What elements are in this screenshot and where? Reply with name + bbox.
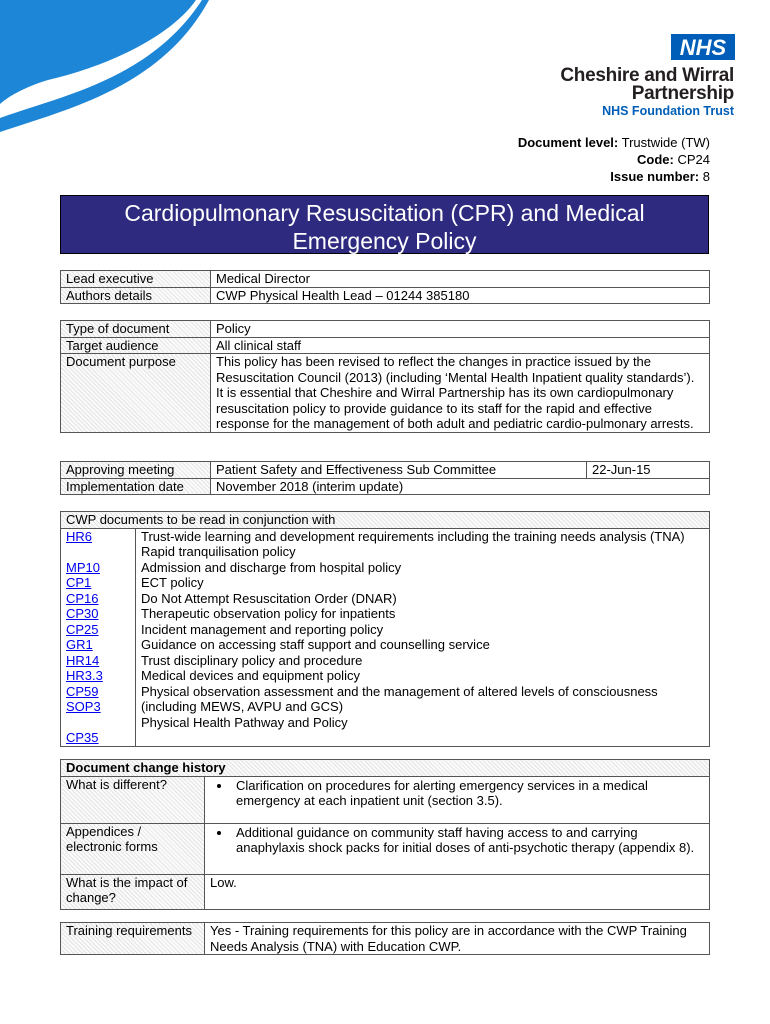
document-purpose-value: This policy has been revised to reflect the changes in practice issued by the Resuscitation Council (2013) (including ‘Mental Health Inpatient quality standards’). It is essential that Cheshire and Wirral Partnership has its own cardiopulmonary resuscitation policy to provide guidance to its staff for the rapid and effective response for the management of both adult and pediatric cardio-pulmonary arrests. bbox=[211, 354, 710, 433]
table-row bbox=[61, 337, 710, 354]
what-is-different-value: • Clarification on procedures for alerting emergency services in a medical emergency at each inpatient unit (section 3.5). bbox=[232, 778, 704, 809]
issue-number bbox=[610, 168, 710, 185]
issue-number-value: 8 bbox=[702, 169, 710, 184]
change-history-header: Document change history bbox=[61, 760, 710, 777]
doc-title-hr6: Trust-wide learning and development requirements including the training needs analysis (TNA) bbox=[141, 528, 685, 544]
table-row bbox=[61, 823, 710, 874]
appendices-value: • Additional guidance on community staff having access to and carrying anaphylaxis shock packs for initial doses of anti-psychotic therapy (appendix 8). bbox=[232, 825, 704, 856]
lead-executive-value: Medical Director bbox=[211, 271, 710, 288]
doc-title-cp1: Admission and discharge from hospital policy bbox=[141, 559, 402, 575]
doc-link-cp16[interactable]: CP16 bbox=[66, 590, 99, 606]
page-title-line1: Cardiopulmonary Resuscitation (CPR) and Medical bbox=[124, 200, 645, 226]
table-row bbox=[61, 271, 710, 288]
doc-link-hr3-3[interactable]: HR3.3 bbox=[66, 668, 103, 683]
doc-title-cp16: ECT policy bbox=[141, 575, 204, 590]
org-subtitle: NHS Foundation Trust bbox=[602, 104, 734, 118]
change-history-table bbox=[60, 759, 710, 910]
what-is-different-label: What is different? bbox=[61, 776, 205, 823]
table-row bbox=[61, 776, 710, 823]
table-row bbox=[61, 478, 710, 495]
doc-link-cp25[interactable]: CP25 bbox=[66, 621, 99, 637]
table-row bbox=[61, 462, 710, 479]
approving-meeting-date: 22-Jun-15 bbox=[587, 462, 710, 479]
related-documents-table bbox=[60, 511, 710, 747]
approval-table bbox=[60, 461, 710, 495]
related-documents-header: CWP documents to be read in conjunction with bbox=[61, 512, 710, 529]
implementation-date-label: Implementation date bbox=[61, 478, 211, 495]
impact-of-change-value: Low. bbox=[205, 874, 710, 909]
doc-link-cp35[interactable]: CP35 bbox=[66, 730, 99, 745]
table-row bbox=[61, 923, 710, 955]
page-title bbox=[60, 195, 709, 254]
doc-link-hr14[interactable]: HR14 bbox=[66, 652, 100, 668]
doc-title-cp59: Medical devices and equipment policy bbox=[141, 668, 360, 683]
appendices-label: Appendices / electronic forms bbox=[61, 823, 205, 874]
approving-meeting-label: Approving meeting bbox=[61, 462, 211, 479]
training-requirements-value: Yes - Training requirements for this policy are in accordance with the CWP Training Needs Analysis (TNA) with Education CWP. bbox=[205, 923, 710, 955]
doc-link-mp10[interactable]: MP10 bbox=[66, 559, 100, 575]
authors-details-value: CWP Physical Health Lead – 01244 385180 bbox=[211, 287, 710, 304]
document-purpose-label: Document purpose bbox=[61, 354, 211, 433]
doc-link-sop3[interactable]: SOP3 bbox=[66, 699, 101, 714]
doc-title-cp35: Physical Health Pathway and Policy bbox=[141, 714, 348, 730]
nhs-logo-text: NHS bbox=[679, 35, 727, 60]
type-of-document-label: Type of document bbox=[61, 321, 211, 338]
nhs-logo-icon bbox=[671, 34, 735, 60]
document-level bbox=[518, 134, 710, 151]
implementation-date-value: November 2018 (interim update) bbox=[211, 478, 710, 495]
table-row bbox=[61, 528, 710, 746]
doc-title-mp10: Rapid tranquilisation policy bbox=[141, 544, 296, 559]
authors-details-label: Authors details bbox=[61, 287, 211, 304]
doc-title-gr1: Incident management and reporting policy bbox=[141, 621, 384, 637]
table-header-row bbox=[61, 760, 710, 777]
training-requirements-label: Training requirements bbox=[61, 923, 205, 955]
document-type-table bbox=[60, 320, 710, 433]
swoosh-graphic bbox=[0, 0, 240, 160]
doc-link-gr1[interactable]: GR1 bbox=[66, 637, 93, 652]
org-name-line1: Cheshire and Wirral bbox=[560, 65, 734, 86]
lead-details-table bbox=[60, 270, 710, 304]
training-table bbox=[60, 922, 710, 955]
doc-link-cp59[interactable]: CP59 bbox=[66, 683, 99, 699]
doc-link-cp30[interactable]: CP30 bbox=[66, 606, 99, 621]
doc-title-cp25: Therapeutic observation policy for inpatients bbox=[141, 606, 396, 621]
org-name-line2: Partnership bbox=[631, 83, 734, 104]
document-code-label: Code: bbox=[637, 152, 674, 167]
doc-title-sop3: Physical observation assessment and the management of altered levels of consciousness (including MEWS, AVPU and GCS) bbox=[141, 683, 658, 714]
table-row bbox=[61, 321, 710, 338]
document-level-label: Document level: bbox=[517, 135, 619, 150]
approving-meeting-value: Patient Safety and Effectiveness Sub Committee bbox=[211, 462, 587, 479]
table-row bbox=[61, 874, 710, 909]
doc-title-hr3-3: Trust disciplinary policy and procedure bbox=[141, 652, 363, 668]
document-level-value: Trustwide (TW) bbox=[621, 135, 710, 150]
table-header-row bbox=[61, 512, 710, 529]
table-row bbox=[61, 354, 710, 433]
lead-executive-label: Lead executive bbox=[61, 271, 211, 288]
target-audience-value: All clinical staff bbox=[211, 337, 710, 354]
doc-link-cp1[interactable]: CP1 bbox=[66, 575, 92, 590]
page-title-line2: Emergency Policy bbox=[292, 228, 477, 254]
table-row bbox=[61, 287, 710, 304]
target-audience-label: Target audience bbox=[61, 337, 211, 354]
impact-of-change-label: What is the impact of change? bbox=[61, 874, 205, 909]
doc-link-hr6[interactable]: HR6 bbox=[66, 528, 93, 544]
doc-title-hr14: Guidance on accessing staff support and counselling service bbox=[141, 637, 490, 652]
document-code bbox=[637, 151, 710, 168]
document-code-value: CP24 bbox=[677, 152, 710, 167]
type-of-document-value: Policy bbox=[211, 321, 710, 338]
doc-title-cp30: Do Not Attempt Resuscitation Order (DNAR) bbox=[141, 590, 397, 606]
issue-number-label: Issue number: bbox=[610, 169, 700, 184]
